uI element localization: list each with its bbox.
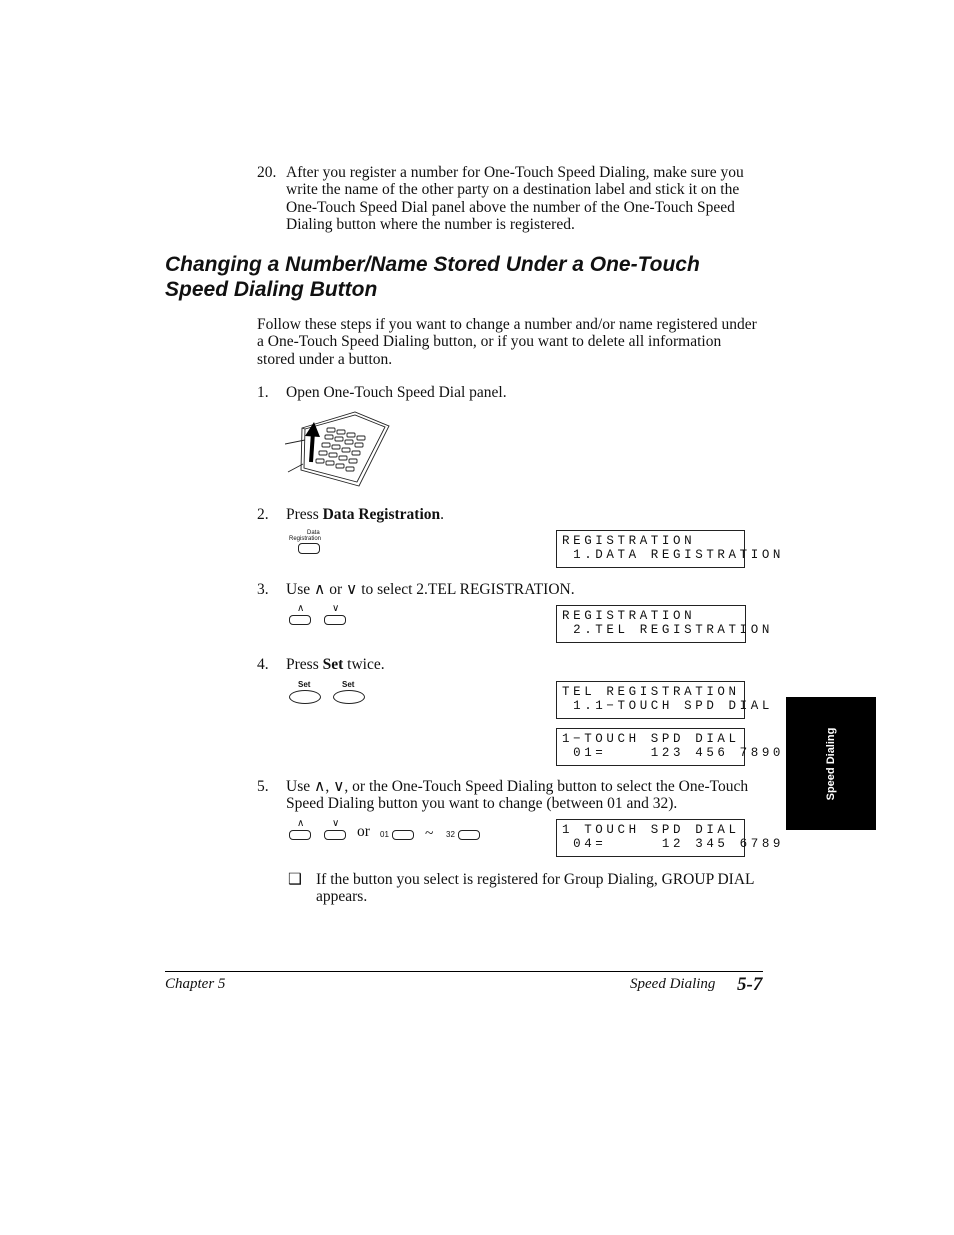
lcd-display <box>556 728 785 766</box>
key-32-label: 32 <box>446 830 455 839</box>
set-key-label: Set <box>298 680 311 689</box>
lcd-line-2: 1.1−TOUCH SPD DIAL <box>562 698 773 713</box>
set-button[interactable] <box>289 690 321 704</box>
data-registration-key-label: Data <box>307 530 320 536</box>
range-tilde: ~ <box>425 825 434 842</box>
key-01-label: 01 <box>380 830 389 839</box>
step-text: Use ∧ or ∨ to select 2.TEL REGISTRATION. <box>286 581 575 598</box>
section-heading <box>165 252 765 302</box>
section-heading-line2: Speed Dialing Button <box>165 278 378 301</box>
lcd-line-1: REGISTRATION <box>562 609 696 623</box>
speed-dial-panel-illustration <box>285 406 395 490</box>
up-key-label: ∧ <box>297 818 305 829</box>
note-text: If the button you select is registered for Group Dialing, GROUP DIAL appears. <box>316 871 754 906</box>
up-key-label: ∧ <box>297 603 305 614</box>
step-text: Use ∧, ∨, or the One-Touch Speed Dialing button to select the One-Touch Speed Dialing button you want to change (between 01 and 32). <box>286 778 749 813</box>
step-number: 2. <box>257 506 269 523</box>
page-number: 5-7 <box>737 974 763 995</box>
lcd-line-2: 2.TEL REGISTRATION <box>562 622 773 637</box>
lcd-line-1: 1−TOUCH SPD DIAL <box>562 732 740 746</box>
section-intro: Follow these steps if you want to change a number and/or name registered under a One-Touch Speed Dialing button, or if you want to delete all information stored under a button. <box>257 316 757 368</box>
down-arrow-button[interactable] <box>324 830 346 840</box>
lcd-line-1: 1 TOUCH SPD DIAL <box>562 823 740 837</box>
step-text-suffix: twice. <box>343 656 385 673</box>
step-number: 5. <box>257 778 269 795</box>
step-text: After you register a number for One-Touch Speed Dialing, make sure you write the name of the other party on a destination label and stick it on the One-Touch Speed Dial panel above the number of the One-Touch Speed Dialing button where the number is registered. <box>286 164 744 233</box>
set-button[interactable] <box>333 690 365 704</box>
down-key-label: ∨ <box>332 603 340 614</box>
chapter-side-tab <box>786 697 876 830</box>
step-number: 4. <box>257 656 269 673</box>
set-key-label: Set <box>342 680 355 689</box>
step-text-key: Data Registration <box>322 506 441 523</box>
footer-section: Speed Dialing <box>630 976 716 992</box>
lcd-line-1: TEL REGISTRATION <box>562 685 740 699</box>
data-registration-key-label: Registration <box>289 536 322 542</box>
step-number: 20. <box>257 164 277 181</box>
one-touch-32-button[interactable] <box>458 830 480 840</box>
checkbox-bullet-icon: ❑ <box>288 871 302 888</box>
lcd-display <box>556 681 773 719</box>
footer-chapter: Chapter 5 <box>165 976 226 992</box>
step-text: Open One-Touch Speed Dial panel. <box>286 384 507 401</box>
data-registration-button[interactable] <box>298 543 320 554</box>
lcd-line-2: 01= 123 456 7890 <box>562 745 785 760</box>
one-touch-01-button[interactable] <box>392 830 414 840</box>
step-text-key: Set <box>322 656 344 673</box>
lcd-display <box>556 530 785 568</box>
side-tab-label: Speed Dialing <box>825 727 837 800</box>
step-text <box>286 656 385 673</box>
down-arrow-button[interactable] <box>324 615 346 625</box>
up-arrow-button[interactable] <box>289 830 311 840</box>
section-heading-line1: Changing a Number/Name Stored Under a One-Touch <box>165 253 700 276</box>
lcd-line-2: 04= 12 345 6789 <box>562 836 785 851</box>
step-text-prefix: Press <box>286 506 323 523</box>
step-number: 1. <box>257 384 269 401</box>
step-number: 3. <box>257 581 269 598</box>
step-text-prefix: Press <box>286 656 323 673</box>
lcd-display <box>556 605 773 643</box>
lcd-line-1: REGISTRATION <box>562 534 696 548</box>
down-key-label: ∨ <box>332 818 340 829</box>
step-text <box>286 506 444 523</box>
lcd-display <box>556 819 785 857</box>
or-text: or <box>357 823 370 840</box>
up-arrow-button[interactable] <box>289 615 311 625</box>
step-text-suffix: . <box>440 506 445 523</box>
footer-rule <box>165 971 763 972</box>
lcd-line-2: 1.DATA REGISTRATION <box>562 547 785 562</box>
